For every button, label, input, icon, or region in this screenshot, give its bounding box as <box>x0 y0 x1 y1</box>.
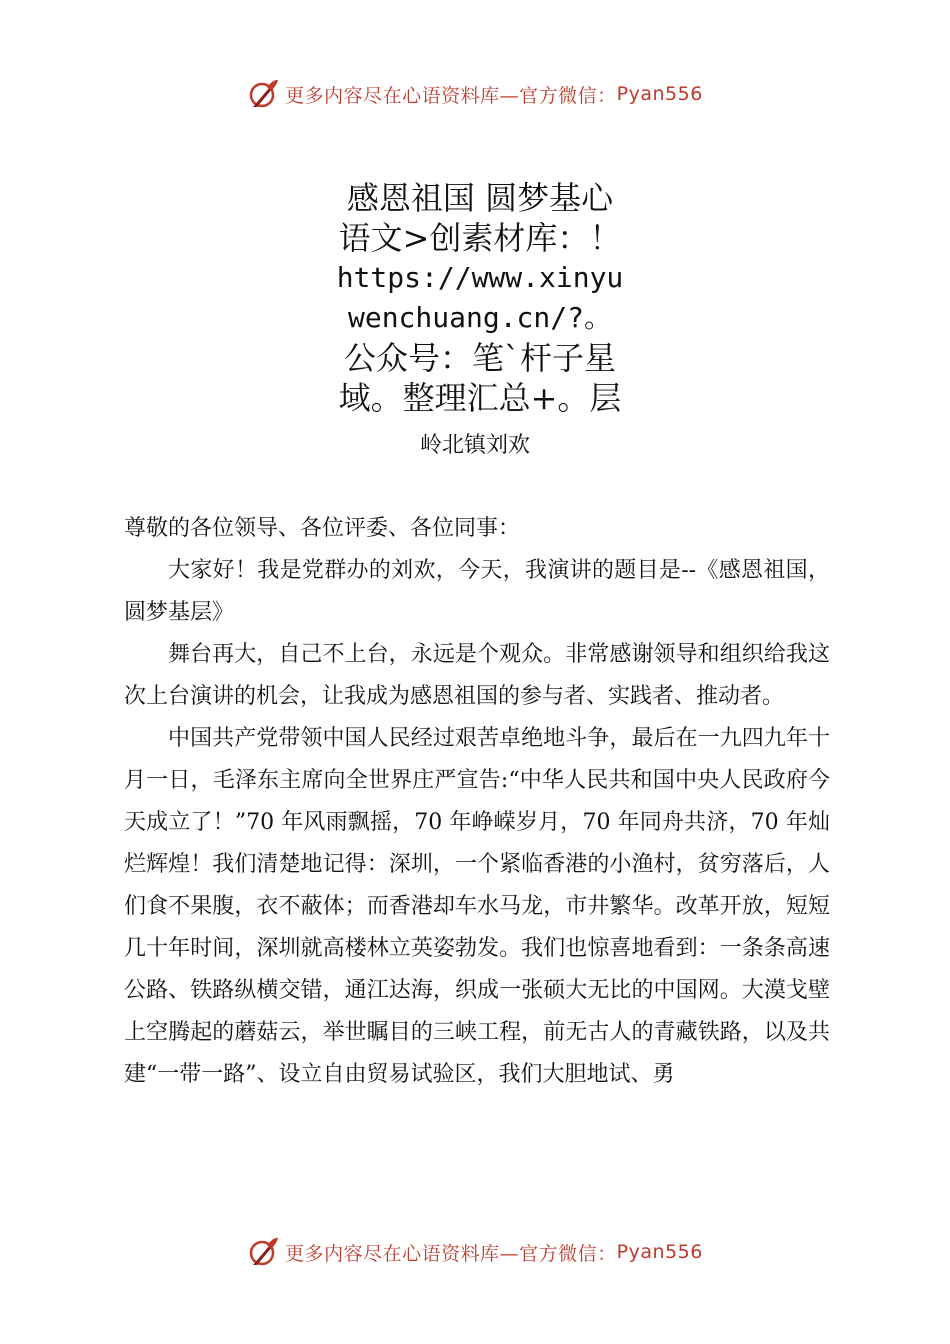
header-banner <box>0 74 950 114</box>
title-line-1: 感恩祖国 圆梦基心 <box>346 179 614 217</box>
document-body <box>124 508 830 1096</box>
title-line-3: https://www.xinyu <box>336 261 624 294</box>
footer-banner <box>0 1232 950 1272</box>
quill-logo-icon <box>247 77 281 111</box>
quill-logo-icon <box>247 1235 281 1269</box>
paragraph-2: 舞台再大，自己不上台，永远是个观众。非常感谢领导和组织给我这次上台演讲的机会，让我成为感恩祖国的参与者、实践者、推动者。 <box>124 642 830 709</box>
title-line-6: 域。整理汇总+。层 <box>338 379 622 417</box>
title-line-5: 公众号：笔`杆子星 <box>343 339 616 377</box>
banner-wechat-id: Pyan556 <box>616 1241 703 1263</box>
document-title <box>320 178 640 418</box>
paragraph-1: 大家好！我是党群办的刘欢，今天，我演讲的题目是--《感恩祖国，圆梦基层》 <box>124 558 830 625</box>
salutation: 尊敬的各位领导、各位评委、各位同事： <box>124 516 521 541</box>
paragraph-3: 中国共产党带领中国人民经过艰苦卓绝地斗争，最后在一九四九年十月一日，毛泽东主席向全世界庄严宣告:“中华人民共和国中央人民政府今天成立了！”70 年风雨飘摇，70 年峥嵘岁月，70 年同舟共济，70 年灿烂辉煌！我们清楚地记得：深圳，一个紧临香港的小渔村，贫穷落后，人们食不果腹，衣不蔽体；而香港却车水马龙，市井繁华。改革开放，短短几十年时间，深圳就高楼林立英姿勃发。我们也惊喜地看到：一条条高速公路、铁路纵横交错，通江达海，织成一张硕大无比的中国网。大漠戈壁上空腾起的蘑菇云，举世瞩目的三峡工程，前无古人的青藏铁路，以及共建“一带一路”、设立自由贸易试验区，我们大胆地试、勇 <box>124 726 830 1087</box>
banner-wechat-id: Pyan556 <box>616 83 703 105</box>
title-line-4: wenchuang.cn/?。 <box>347 301 612 334</box>
banner-text: 更多内容尽在心语资料库—官方微信： <box>285 84 617 107</box>
banner-text: 更多内容尽在心语资料库—官方微信： <box>285 1242 617 1265</box>
author-name: 岭北镇刘欢 <box>419 433 530 458</box>
title-line-2: 语文>创素材库：！ <box>338 219 622 257</box>
